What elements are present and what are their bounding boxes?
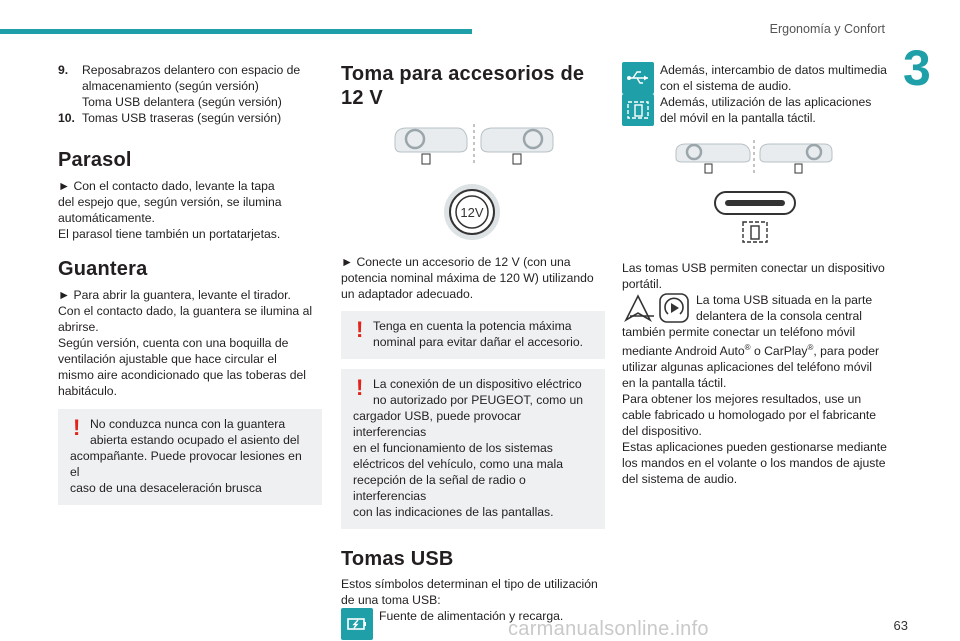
usb-heading: Tomas USB	[341, 548, 454, 570]
guantera-heading: Guantera	[58, 258, 148, 280]
parasol-text: ► Con el contacto dado, levante la tapa del espejo que, según versión, se ilumina automáticamente. El parasol tiene también un portatarjetas.	[58, 179, 282, 241]
warning-box-power: ! Tenga en cuenta la potencia máxima nominal para evitar dañar el accesorio.	[341, 311, 605, 359]
watermark: carmanualsonline.info	[508, 618, 709, 640]
usb-port-icon	[622, 184, 890, 254]
usb-multimedia-icon	[622, 62, 654, 94]
page-number: 63	[893, 618, 908, 633]
guantera-text: ► Para abrir la guantera, levante el tirador. Con el contacto dado, la guantera se ilumina al abrirse. Según versión, cuenta con una boquilla de ventilación ajustable que hace circular el mismo aire acondicionado que las toberas del habitáculo.	[58, 288, 313, 398]
column-2	[341, 62, 605, 640]
warning-icon: !	[356, 375, 364, 400]
usb-power-row: Fuente de alimentación y recarga.	[341, 608, 605, 640]
usb-details: también permite conectar un teléfono móvil mediante Android Auto® o CarPlay®, para poder utilizar algunas aplicaciones del teléfono móvil en la pantalla táctil. Para obtener los mejores resultados, use un cable fabricado u homologado por el fabricante del dispositivo. Estas aplicaciones pueden gestionarse mediante los mandos en el volante o los mandos de ajuste del sistema de audio.	[622, 325, 887, 487]
warning-box-interference: ! La conexión de un dispositivo eléctrico no autorizado por PEUGEOT, como un cargador USB, puede provocar interferencias en el funcionamiento de los sistemas eléctricos del vehículo, como una mala recepción de la señal de radio o interferencias con las indicaciones de las pantallas.	[341, 369, 605, 529]
list-item-10: 10. Tomas USB traseras (según versión)	[58, 111, 282, 125]
android-carplay-row: La toma USB situada en la parte delantera de la consola central	[622, 292, 890, 324]
column-1	[58, 62, 322, 505]
chapter-number: 3	[903, 40, 931, 96]
carplay-icon	[658, 292, 692, 324]
car-dashboard-icon	[622, 138, 890, 178]
section-title: Ergonomía y Confort	[769, 22, 885, 36]
warning-icon: !	[73, 415, 81, 440]
car-dashboard-icon	[341, 120, 605, 178]
parasol-heading: Parasol	[58, 149, 132, 171]
accessory-socket-heading: Toma para accesorios de 12 V	[341, 63, 585, 109]
12v-socket-icon	[341, 180, 605, 242]
accessory-socket-text: ► Conecte un accesorio de 12 V (con una potencia nominal máxima de 120 W) utilizando un adaptador adecuado.	[341, 255, 594, 301]
header-accent-bar	[0, 29, 472, 34]
svg-text:12V: 12V	[460, 205, 484, 220]
usb-power-icon	[341, 608, 373, 640]
warning-box: ! No conduzca nunca con la guantera abierta estando ocupado el asiento del acompañante. Puede provocar lesiones en el caso de una desaceleración brusca	[58, 409, 322, 505]
column-3	[622, 62, 890, 487]
usb-intro: Estos símbolos determinan el tipo de utilización de una toma USB:	[341, 577, 598, 607]
usb-multimedia-row: Además, intercambio de datos multimedia con el sistema de audio.	[622, 62, 890, 94]
list-item-9: 9. Reposabrazos delantero con espacio de almacenamiento (según versión) Toma USB delantera (según versión)	[58, 63, 301, 109]
android-auto-icon	[622, 292, 658, 324]
usb-phone-screen-icon	[622, 94, 654, 126]
warning-icon: !	[356, 317, 364, 342]
usb-apps-row: Además, utilización de las aplicaciones del móvil en la pantalla táctil.	[622, 94, 890, 126]
usb-description: Las tomas USB permiten conectar un dispositivo portátil.	[622, 261, 885, 291]
